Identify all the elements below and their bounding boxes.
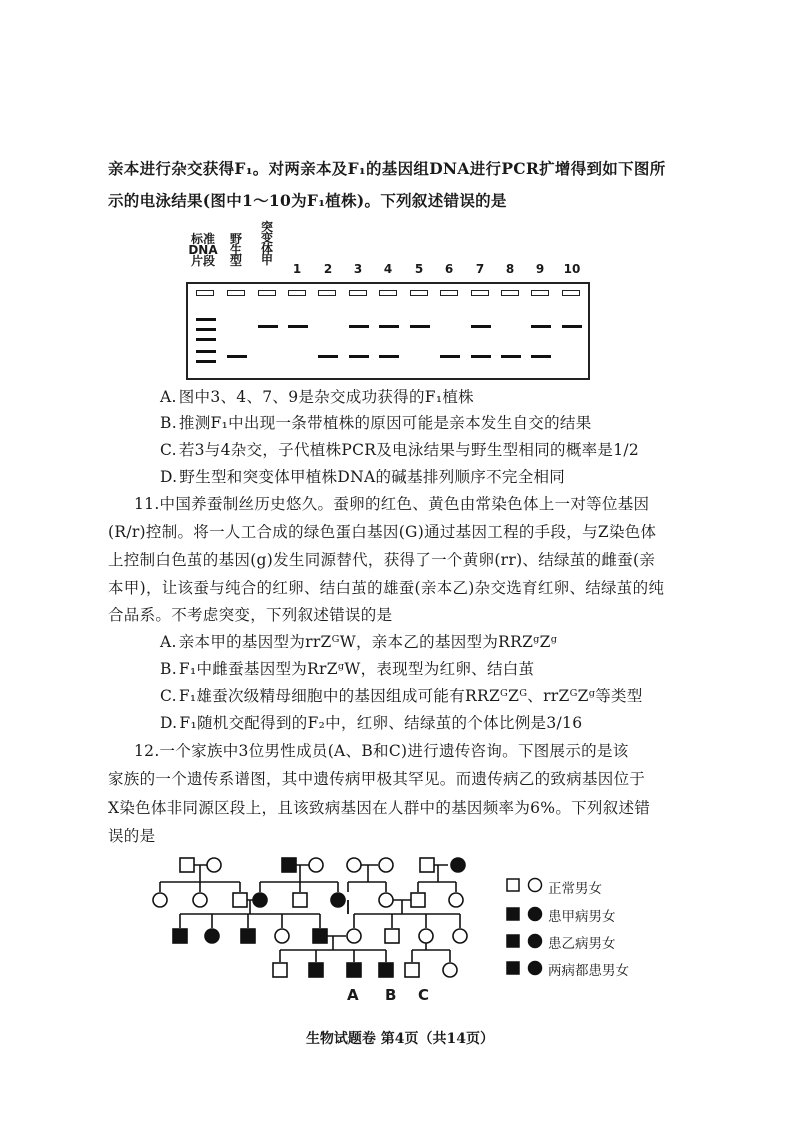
pedigree-normal-male — [273, 963, 287, 977]
gel-well — [501, 290, 519, 296]
gel-band-lower — [379, 355, 399, 358]
pedigree-affected-male — [241, 929, 255, 943]
gel-label-wild-type: 野 生 型 — [229, 232, 242, 268]
legend-disease-b-female-icon — [529, 935, 542, 948]
pedigree-affected-female — [205, 929, 219, 943]
pedigree-normal-male — [385, 929, 399, 943]
q11-stem-line-3: 上控制白色茧的基因(g)发生同源替代，获得了一个黄卵(rr)、结绿茧的雌蚕(亲 — [108, 551, 656, 569]
lane-number: 4 — [383, 262, 393, 276]
pedigree-normal-female — [453, 929, 467, 943]
pedigree-normal-female — [379, 858, 393, 872]
lane-number: 7 — [475, 262, 485, 276]
gel-well — [288, 290, 306, 296]
gel-band-upper — [349, 325, 369, 328]
ladder-band — [196, 360, 216, 363]
ladder-band — [196, 350, 216, 353]
legend-both: 两病都患男女 — [548, 963, 629, 979]
pedigree-normal-male — [420, 858, 434, 872]
gel-well — [379, 290, 397, 296]
pedigree-normal-female — [309, 858, 323, 872]
q10-stem-line-1: 亲本进行杂交获得F₁。对两亲本及F₁的基因组DNA进行PCR扩增得到如下图所 — [108, 159, 666, 178]
q11-stem-line-2: (R/r)控制。将一人工合成的绿色蛋白基因(G)通过基因工程的手段，与Z染色体 — [108, 523, 657, 541]
ladder-band — [196, 328, 216, 331]
q11-stem-line-4: 本甲)，让该蚕与纯合的红卵、结白茧的雄蚕(亲本乙)杂交选育红卵、结绿茧的纯 — [108, 579, 665, 597]
legend-both-male-icon — [507, 962, 519, 974]
pedigree-lines — [160, 865, 460, 962]
lane-number: 5 — [414, 262, 424, 276]
q10-option-a: A. 图中3、4、7、9是杂交成功获得的F₁植株 — [160, 388, 474, 406]
legend-disease-b: 患乙病男女 — [548, 936, 616, 952]
gel-band-upper — [531, 325, 551, 328]
pedigree-normal-male-c — [405, 963, 419, 977]
pedigree-normal-female — [207, 858, 221, 872]
pedigree-affected-male — [282, 858, 296, 872]
gel-well — [531, 290, 549, 296]
q10-option-c: C. 若3与4杂交，子代植株PCR及电泳结果与野生型相同的概率是1/2 — [160, 441, 640, 459]
pedigree-marker-a: A — [347, 986, 359, 1004]
pedigree-normal-male — [180, 858, 194, 872]
q11-stem-line-5: 合品系。不考虑突变，下列叙述错误的是 — [108, 606, 393, 624]
gel-well — [318, 290, 336, 296]
legend-disease-a-male-icon — [507, 908, 519, 920]
q12-stem-line-1: 12.一个家族中3位男性成员(A、B和C)进行遗传咨询。下图展示的是该 — [134, 742, 629, 760]
gel-band-lower — [501, 355, 521, 358]
gel-band-lower — [471, 355, 491, 358]
lane-number: 2 — [323, 262, 333, 276]
q11-option-c: C. F₁雄蚕次级精母细胞中的基因组成可能有RRZᴳZᴳ、rrZᴳZᵍ等类型 — [160, 687, 643, 705]
lane-number: 1 — [292, 262, 302, 276]
gel-band-upper — [410, 325, 430, 328]
legend-disease-a-female-icon — [529, 908, 542, 921]
q12-stem-line-3: X染色体非同源区段上，且该致病基因在人群中的基因频率为6%。下列叙述错 — [108, 799, 651, 817]
q10-option-d: D. 野生型和突变体甲植株DNA的碱基排列顺序不完全相同 — [160, 468, 566, 486]
q10-stem-line-2: 示的电泳结果(图中1～10为F₁植株)。下列叙述错误的是 — [108, 191, 507, 210]
gel-well — [562, 290, 580, 296]
legend-normal-male-icon — [507, 879, 519, 891]
legend-disease-b-male-icon — [507, 935, 519, 947]
pedigree-normal-female — [347, 929, 361, 943]
q11-option-a: A. 亲本甲的基因型为rrZᴳW，亲本乙的基因型为RRZᵍZᵍ — [160, 633, 558, 651]
gel-well — [410, 290, 428, 296]
ladder-band — [196, 338, 216, 341]
gel-band-lower — [531, 355, 551, 358]
gel-band-lower — [440, 355, 460, 358]
q10-option-b: B. 推测F₁中出现一条带植株的原因可能是亲本发生自交的结果 — [160, 414, 592, 432]
gel-band-upper — [379, 325, 399, 328]
q11-stem-line-1: 11.中国养蚕制丝历史悠久。蚕卵的红色、黄色由常染色体上一对等位基因 — [134, 495, 650, 513]
q12-stem-line-2: 家族的一个遗传系谱图，其中遗传病甲极其罕见。而遗传病乙的致病基因位于 — [108, 770, 646, 788]
gel-band-upper — [288, 325, 308, 328]
ladder-band — [196, 318, 216, 321]
lane-number: 6 — [444, 262, 454, 276]
q11-option-d: D. F₁随机交配得到的F₂中，红卵、结绿茧的个体比例是3/16 — [160, 714, 583, 732]
gel-label-mutant: 突 变 体 甲 — [260, 220, 273, 267]
gel-band-upper — [471, 325, 491, 328]
gel-band-lower — [318, 355, 338, 358]
pedigree-affected-female — [451, 858, 465, 872]
pedigree-normal-female — [347, 858, 361, 872]
page-footer: 生物试题卷 第4页（共14页） — [305, 1031, 495, 1047]
gel-frame — [186, 282, 590, 380]
gel-well — [349, 290, 367, 296]
gel-well — [196, 290, 214, 296]
pedigree-affected-female — [331, 893, 345, 907]
pedigree-normal-female — [443, 963, 457, 977]
gel-well — [258, 290, 276, 296]
pedigree-affected-female — [253, 893, 267, 907]
pedigree-normal-female — [449, 893, 463, 907]
gel-well — [440, 290, 458, 296]
pedigree-normal-female — [419, 929, 433, 943]
pedigree-normal-female — [153, 893, 167, 907]
gel-band-lower — [349, 355, 369, 358]
legend-normal-female-icon — [529, 879, 542, 892]
pedigree-normal-male — [293, 893, 307, 907]
pedigree-marker-c: C — [418, 986, 430, 1004]
pedigree-affected-male-a — [347, 963, 361, 977]
pedigree-normal-male — [233, 893, 247, 907]
gel-band-upper — [562, 325, 582, 328]
pedigree-affected-male — [173, 929, 187, 943]
gel-well — [471, 290, 489, 296]
lane-number: 3 — [353, 262, 363, 276]
gel-well — [227, 290, 245, 296]
pedigree-normal-male — [411, 893, 425, 907]
pedigree-normal-female — [275, 929, 289, 943]
legend-normal: 正常男女 — [548, 881, 602, 897]
legend-both-female-icon — [529, 962, 542, 975]
lane-number: 9 — [535, 262, 545, 276]
gel-band-lower — [227, 355, 247, 358]
gel-label-standard: 标准 DNA 片段 — [188, 232, 218, 268]
pedigree-affected-male — [309, 963, 323, 977]
q12-stem-line-4: 误的是 — [108, 827, 156, 845]
pedigree-normal-female — [193, 893, 207, 907]
lane-number: 10 — [563, 262, 581, 276]
pedigree-normal-female — [379, 893, 393, 907]
pedigree-marker-b: B — [385, 986, 397, 1004]
q11-option-b: B. F₁中雌蚕基因型为RrZᵍW，表现型为红卵、结白茧 — [160, 660, 535, 678]
legend-disease-a: 患甲病男女 — [548, 909, 616, 925]
lane-number: 8 — [505, 262, 515, 276]
gel-band-upper — [258, 325, 278, 328]
pedigree-affected-male — [313, 929, 327, 943]
pedigree-affected-male-b — [379, 963, 393, 977]
